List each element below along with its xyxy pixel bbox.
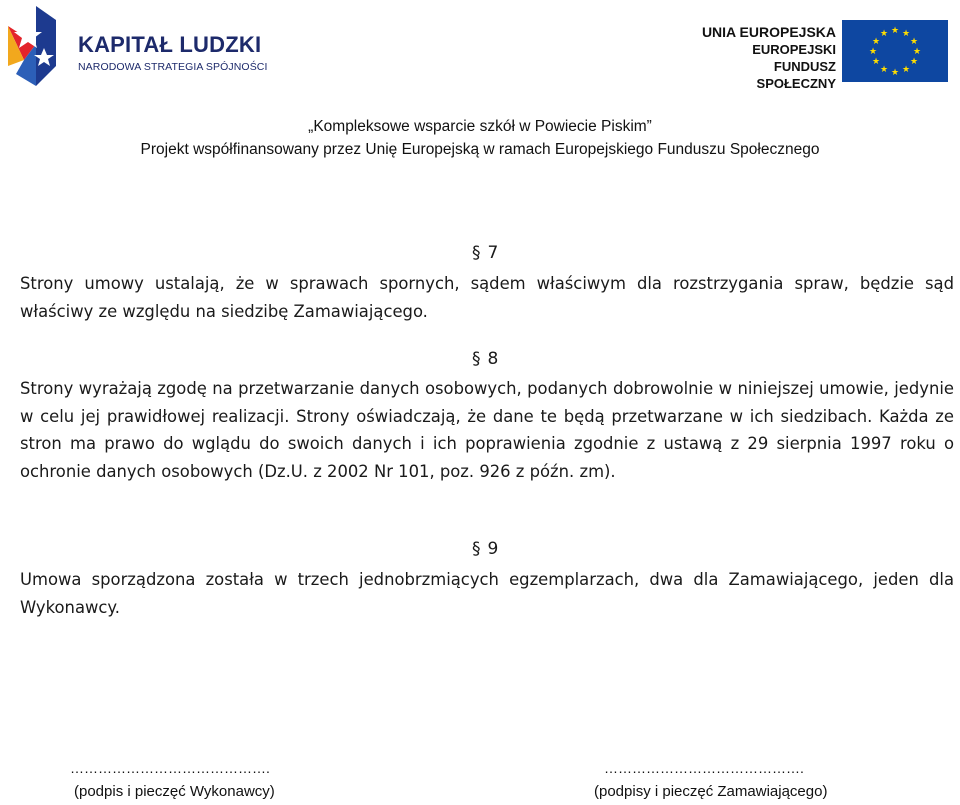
section-mark: § — [472, 243, 481, 263]
svg-text:★: ★ — [871, 57, 881, 67]
section-heading-8 — [472, 349, 498, 369]
section-mark: § — [472, 539, 481, 559]
eu-logo-line1: UNIA EUROPEJSKA — [701, 24, 836, 40]
signature-label-contractor: (podpis i pieczęć Wykonawcy) — [74, 783, 275, 800]
section-number: 8 — [487, 349, 499, 369]
logo-title: KAPITAŁ LUDZKI — [78, 32, 262, 57]
kapital-ludzki-logo — [6, 4, 276, 90]
section-heading-9 — [472, 539, 498, 559]
svg-text:★: ★ — [909, 57, 919, 67]
signature-line-contractor: ……………………………………. — [70, 760, 270, 776]
svg-text:★: ★ — [871, 37, 881, 47]
section-paragraph-7: Strony umowy ustalają, że w sprawach spornych, sądem właściwym dla rozstrzygania spraw, będzie sąd właściwy ze względu na siedzibę Zamawiającego. — [20, 274, 954, 321]
section-paragraph-8: Strony wyrażają zgodę na przetwarzanie danych osobowych, podanych dobrowolnie w niniejszej umowie, jedynie w celu jej prawidłowej realizacji. Strony oświadczają, że dane te będą przetwarzane w ich siedzibach. Każda ze stron ma prawo do wglądu do swoich danych i ich poprawienia zgodnie z ustawą z 29 sierpnia 1997 roku o ochronie danych osobowych (Dz.U. z 2002 Nr 101, poz. 926 z późn. zm). — [20, 379, 954, 481]
eu-logo-text — [692, 24, 836, 92]
svg-text:★: ★ — [912, 47, 922, 57]
section-paragraph-9: Umowa sporządzona została w trzech jednobrzmiących egzemplarzach, dwa dla Zamawiającego, jeden dla Wykonawcy. — [20, 570, 954, 617]
svg-text:★: ★ — [890, 26, 900, 36]
svg-text:★: ★ — [879, 29, 889, 39]
section-number: 7 — [487, 243, 499, 263]
svg-text:★: ★ — [909, 37, 919, 47]
svg-text:★: ★ — [879, 65, 889, 75]
eu-flag-icon — [842, 20, 948, 82]
svg-text:★: ★ — [901, 29, 911, 39]
svg-text:★: ★ — [890, 68, 900, 78]
project-title: „Kompleksowe wsparcie szkół w Powiecie Piskim” — [308, 118, 652, 135]
svg-text:★: ★ — [901, 65, 911, 75]
kapital-ludzki-emblem-icon — [6, 4, 72, 90]
signature-line-client: ……………………………………. — [604, 760, 804, 776]
signature-label-client: (podpisy i pieczęć Zamawiającego) — [594, 783, 828, 800]
logo-subtitle: NARODOWA STRATEGIA SPÓJNOŚCI — [78, 61, 268, 73]
eu-logo-line2: EUROPEJSKI — [752, 42, 836, 57]
section-mark: § — [472, 349, 481, 369]
section-number: 9 — [487, 539, 499, 559]
eu-logo-line3: FUNDUSZ SPOŁECZNY — [756, 59, 836, 91]
eu-logo — [692, 20, 954, 91]
section-heading-7 — [472, 243, 498, 263]
svg-text:★: ★ — [868, 47, 878, 57]
project-subtitle: Projekt współfinansowany przez Unię Europejską w ramach Europejskiego Funduszu Społecznego — [140, 141, 820, 158]
